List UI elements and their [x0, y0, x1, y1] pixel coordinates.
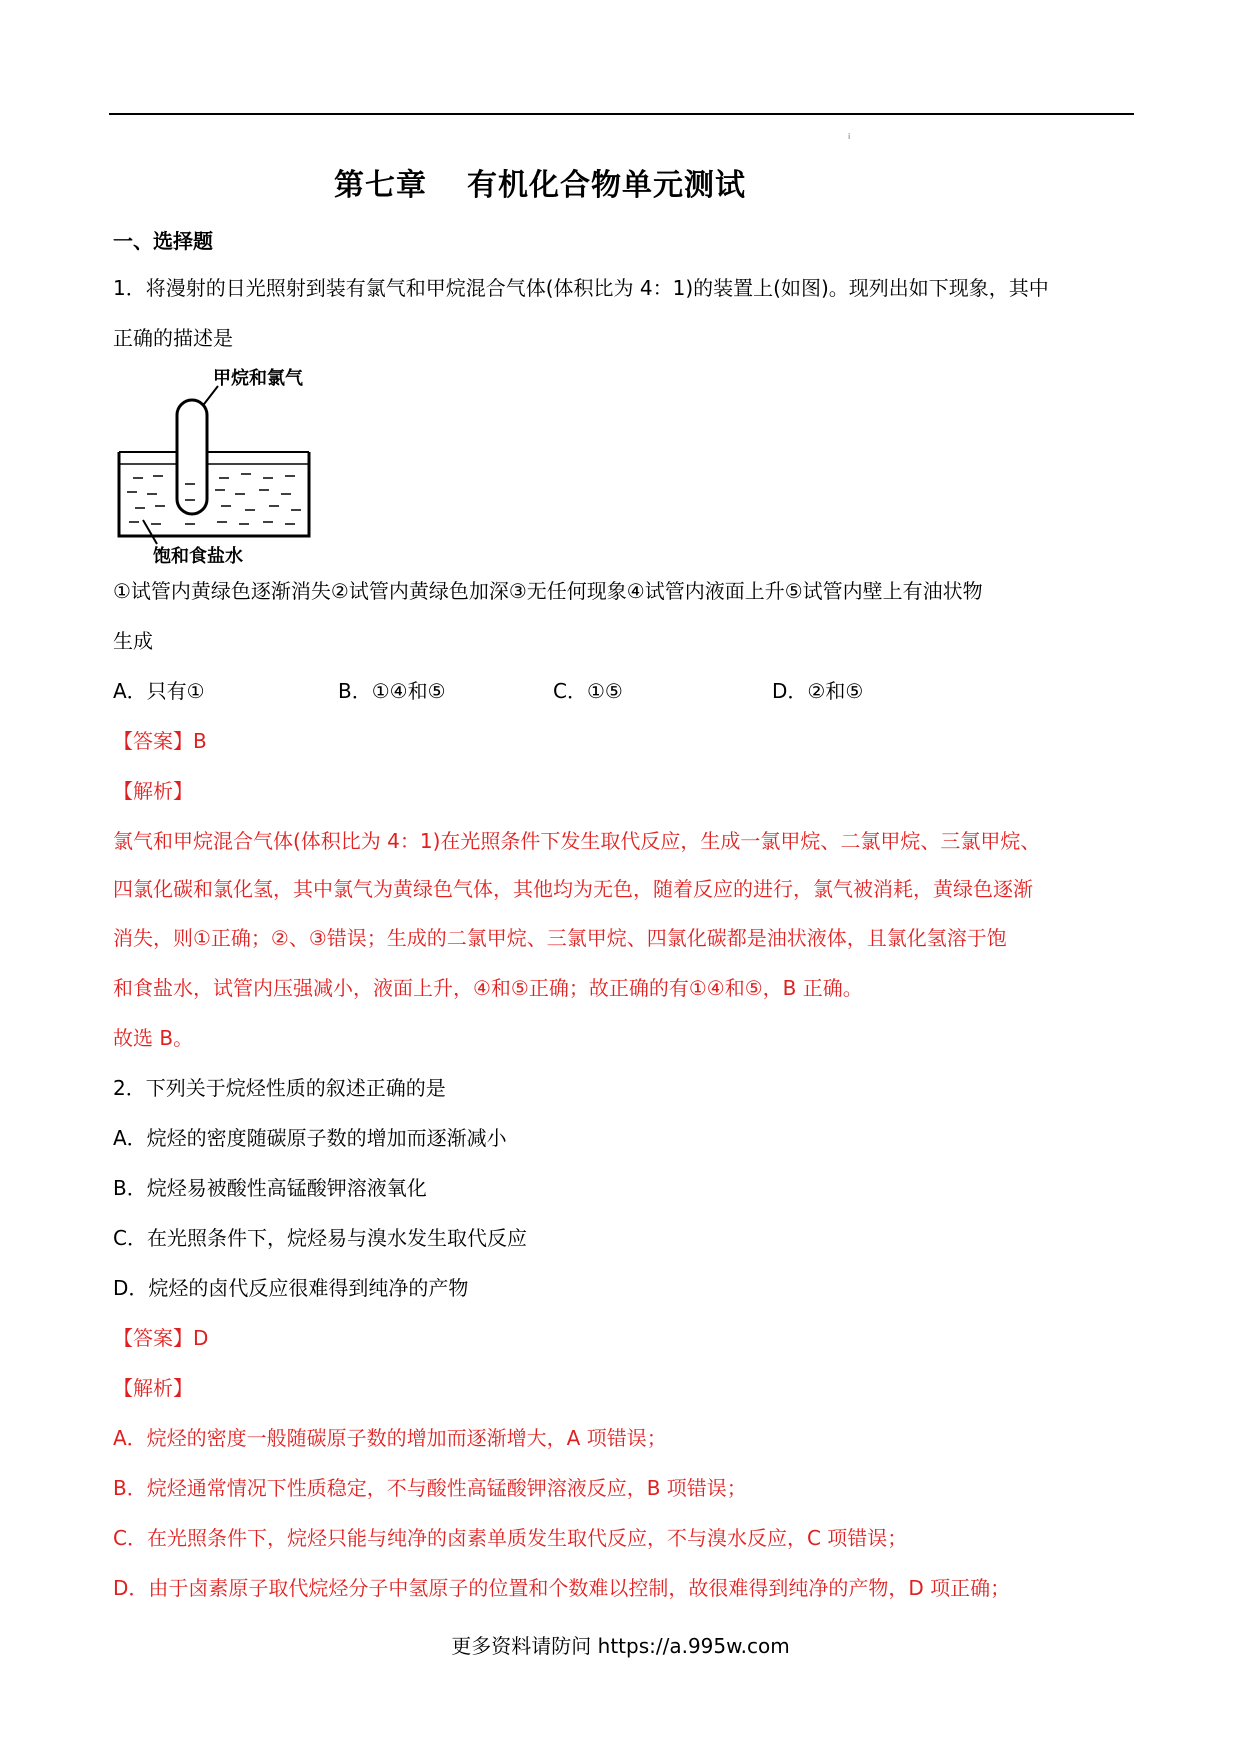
test-tube-icon: [177, 400, 207, 514]
page-title: [0, 160, 1080, 204]
figure-label-top: 甲烷和氯气: [213, 368, 303, 389]
q2-option-d: D．烷烃的卤代反应很难得到纯净的产物: [113, 1276, 469, 1300]
q2-analysis-line3: C．在光照条件下，烷烃只能与纯净的卤素单质发生取代反应，不与溴水反应，C 项错误；: [113, 1526, 908, 1550]
q1-option-b: B．①④和⑤: [338, 679, 446, 703]
q2-analysis-line4: D．由于卤素原子取代烷烃分子中氢原子的位置和个数难以控制，故很难得到纯净的产物，D 项正确；: [113, 1576, 1011, 1600]
q1-option-c: C．①⑤: [553, 679, 623, 703]
q1-apparatus-figure: [113, 360, 313, 568]
q1-statements-line2: 生成: [113, 629, 153, 653]
footer-link[interactable]: 更多资料请防问 https://a.995w.com: [451, 1634, 790, 1658]
q2-option-c: C．在光照条件下，烷烃易与溴水发生取代反应: [113, 1226, 527, 1250]
chapter-name: 有机化合物单元测试: [467, 168, 746, 203]
q1-analysis-label: 【解析】: [113, 779, 193, 803]
header-rule: [109, 113, 1134, 115]
q1-stem-line1: 1．将漫射的日光照射到装有氯气和甲烷混合气体(体积比为 4：1)的装置上(如图)。现列出如下现象，其中: [113, 276, 1049, 300]
header-mark: i: [848, 132, 851, 141]
q1-statements-line1: ①试管内黄绿色逐渐消失②试管内黄绿色加深③无任何现象④试管内液面上升⑤试管内壁上有油状物: [113, 579, 983, 603]
q2-analysis-line2: B．烷烃通常情况下性质稳定，不与酸性高锰酸钾溶液反应，B 项错误；: [113, 1476, 747, 1500]
q1-analysis-line1: 氯气和甲烷混合气体(体积比为 4：1)在光照条件下发生取代反应，生成一氯甲烷、二氯甲烷、三氯甲烷、: [113, 829, 1041, 853]
figure-label-bottom: 饱和食盐水: [153, 546, 243, 567]
q1-analysis-line2: 四氯化碳和氯化氢，其中氯气为黄绿色气体，其他均为无色，随着反应的进行，氯气被消耗，黄绿色逐渐: [113, 877, 1033, 901]
q1-analysis-line4: 和食盐水，试管内压强减小，液面上升，④和⑤正确；故正确的有①④和⑤，B 正确。: [113, 976, 863, 1000]
chapter-number: 第七章: [334, 168, 427, 203]
q1-option-d: D．②和⑤: [772, 679, 864, 703]
q1-answer: 【答案】B: [113, 729, 207, 753]
q2-answer: 【答案】D: [113, 1326, 209, 1350]
section-heading: 一、选择题: [113, 229, 213, 253]
q2-analysis-line1: A．烷烃的密度一般随碳原子数的增加而逐渐增大，A 项错误；: [113, 1426, 667, 1450]
q2-stem: 2．下列关于烷烃性质的叙述正确的是: [113, 1076, 446, 1100]
q2-analysis-label: 【解析】: [113, 1376, 193, 1400]
q1-options: [113, 678, 863, 704]
q1-analysis-line3: 消失，则①正确；②、③错误；生成的二氯甲烷、三氯甲烷、四氯化碳都是油状液体，且氯化氢溶于饱: [113, 926, 1007, 950]
q1-analysis-line5: 故选 B。: [113, 1026, 194, 1050]
q2-option-b: B．烷烃易被酸性高锰酸钾溶液氧化: [113, 1176, 427, 1200]
q2-option-a: A．烷烃的密度随碳原子数的增加而逐渐减小: [113, 1126, 507, 1150]
q1-option-a: A．只有①: [113, 679, 205, 703]
q1-stem-line2: 正确的描述是: [113, 326, 233, 350]
